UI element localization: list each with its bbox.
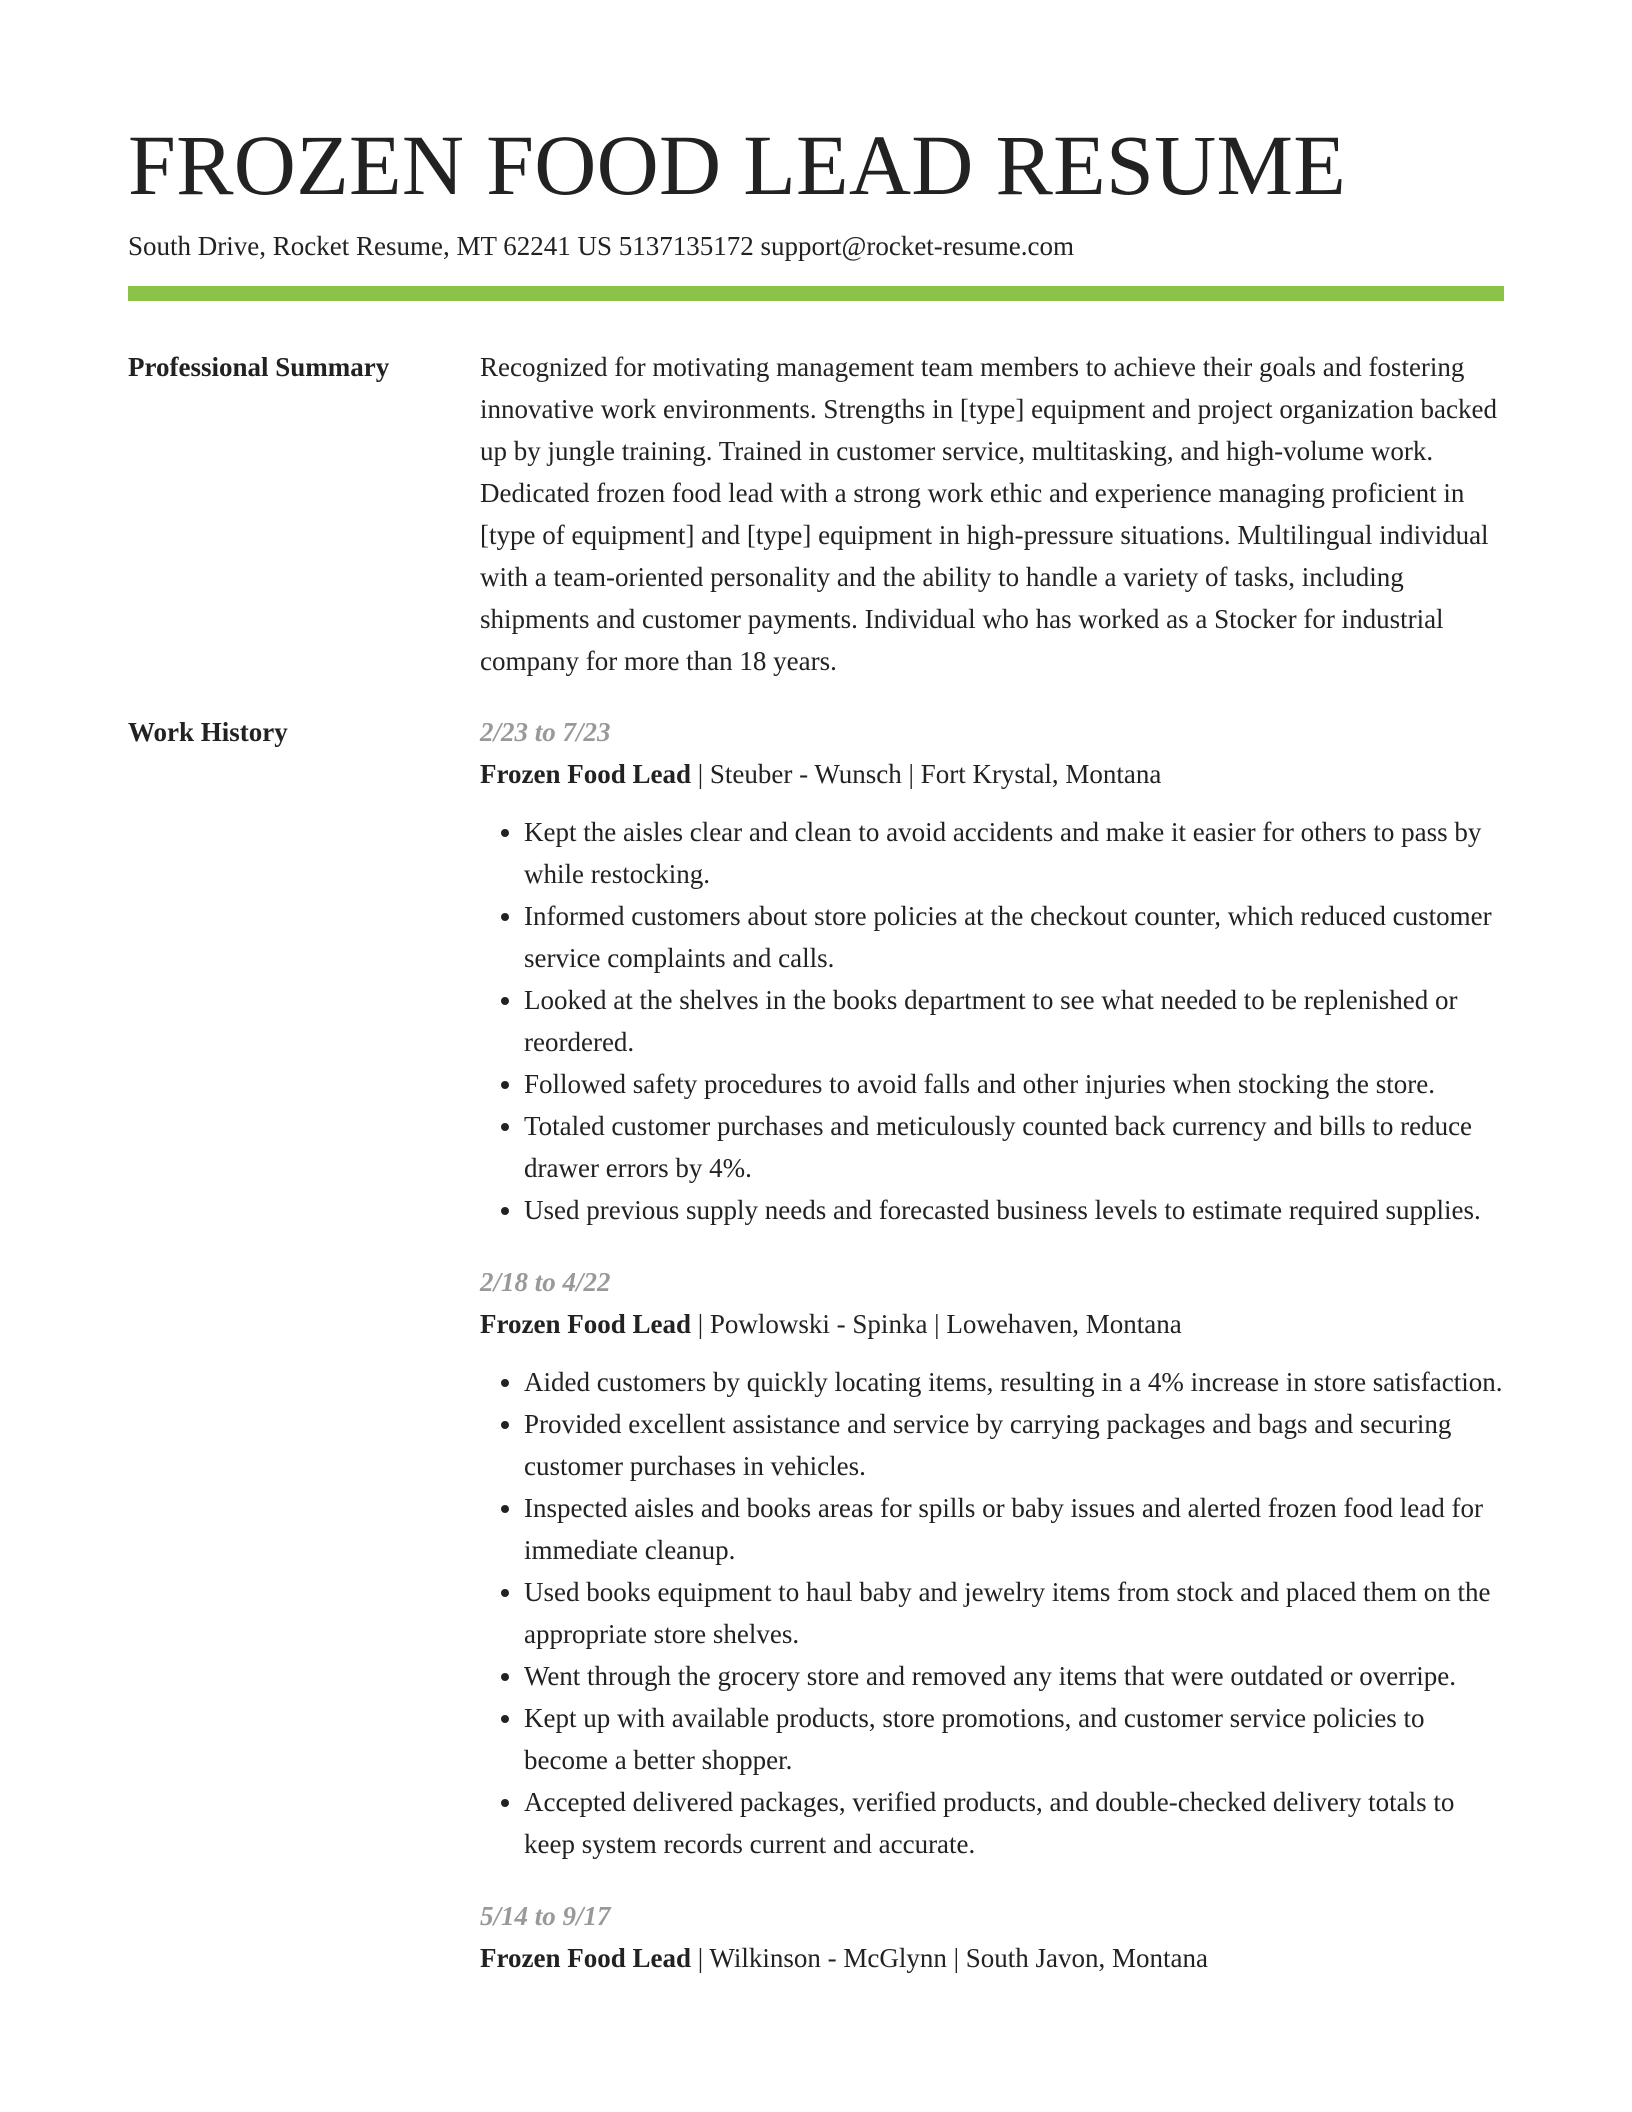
summary-body — [480, 346, 1504, 682]
job-dates: 2/18 to 4/22 — [480, 1267, 611, 1297]
job-title: Frozen Food Lead — [480, 759, 691, 789]
job-bullet-list — [480, 811, 1504, 1231]
work-history-section — [128, 711, 1504, 2112]
work-history-label: Work History — [128, 717, 288, 747]
header-divider — [128, 286, 1504, 301]
job-heading — [480, 753, 1504, 795]
job-bullet: • Provided excellent assistance and service by carrying packages and bags and securing customer purchases in vehicles. — [524, 1403, 1504, 1487]
job-bullet: • Informed customers about store policies at the checkout counter, which reduced customer service complaints and calls. — [524, 895, 1504, 979]
job-bullet: • Went through the grocery store and removed any items that were outdated or overripe. — [524, 1655, 1504, 1697]
job-bullet-list — [480, 1361, 1504, 1865]
job-employer-location: | Powlowski - Spinka | Lowehaven, Montana — [691, 1309, 1182, 1339]
job-entry — [480, 1895, 1504, 1979]
job-bullet: • Kept up with available products, store promotions, and customer service policies to become a better shopper. — [524, 1697, 1504, 1781]
job-bullet: • Aided customers by quickly locating items, resulting in a 4% increase in store satisfaction. — [524, 1361, 1504, 1403]
work-history-body — [480, 711, 1504, 2009]
job-bullet: • Inspected aisles and books areas for spills or baby issues and alerted frozen food lead for immediate cleanup. — [524, 1487, 1504, 1571]
job-title: Frozen Food Lead — [480, 1943, 691, 1973]
job-bullet: • Accepted delivered packages, verified products, and double-checked delivery totals to keep system records current and accurate. — [524, 1781, 1504, 1865]
job-bullet: • Totaled customer purchases and meticulously counted back currency and bills to reduce drawer errors by 4%. — [524, 1105, 1504, 1189]
job-bullet: • Kept the aisles clear and clean to avoid accidents and make it easier for others to pass by while restocking. — [524, 811, 1504, 895]
job-heading — [480, 1937, 1504, 1979]
job-dates: 5/14 to 9/17 — [480, 1901, 611, 1931]
job-employer-location: | Wilkinson - McGlynn | South Javon, Montana — [691, 1943, 1208, 1973]
job-bullet: • Used previous supply needs and forecasted business levels to estimate required supplies. — [524, 1189, 1504, 1231]
job-employer-location: | Steuber - Wunsch | Fort Krystal, Montana — [691, 759, 1162, 789]
summary-text: Recognized for motivating management team members to achieve their goals and fostering innovative work environments. Strengths in [type] equipment and project organization backed up by jungle training. Trained in customer service, multitasking, and high-volume work. Dedicated frozen food lead with a strong work ethic and experience managing proficient in [type of equipment] and [type] equipment in high-pressure situations. Multilingual individual with a team-oriented personality and the ability to handle a variety of tasks, including shipments and customer payments. Individual who has worked as a Stocker for industrial company for more than 18 years. — [480, 352, 1497, 676]
job-bullet: • Used books equipment to haul baby and jewelry items from stock and placed them on the appropriate store shelves. — [524, 1571, 1504, 1655]
job-bullet: • Followed safety procedures to avoid falls and other injuries when stocking the store. — [524, 1063, 1504, 1105]
contact-info: South Drive, Rocket Resume, MT 62241 US 5137135172 support@rocket-resume.com — [128, 231, 1075, 261]
job-bullet: • Looked at the shelves in the books department to see what needed to be replenished or reordered. — [524, 979, 1504, 1063]
job-entry — [480, 711, 1504, 1231]
job-dates: 2/23 to 7/23 — [480, 717, 611, 747]
summary-label: Professional Summary — [128, 352, 390, 382]
summary-section — [128, 346, 1504, 686]
job-title: Frozen Food Lead — [480, 1309, 691, 1339]
resume-title: FROZEN FOOD LEAD RESUME — [128, 117, 1347, 213]
job-entry — [480, 1261, 1504, 1865]
job-heading — [480, 1303, 1504, 1345]
